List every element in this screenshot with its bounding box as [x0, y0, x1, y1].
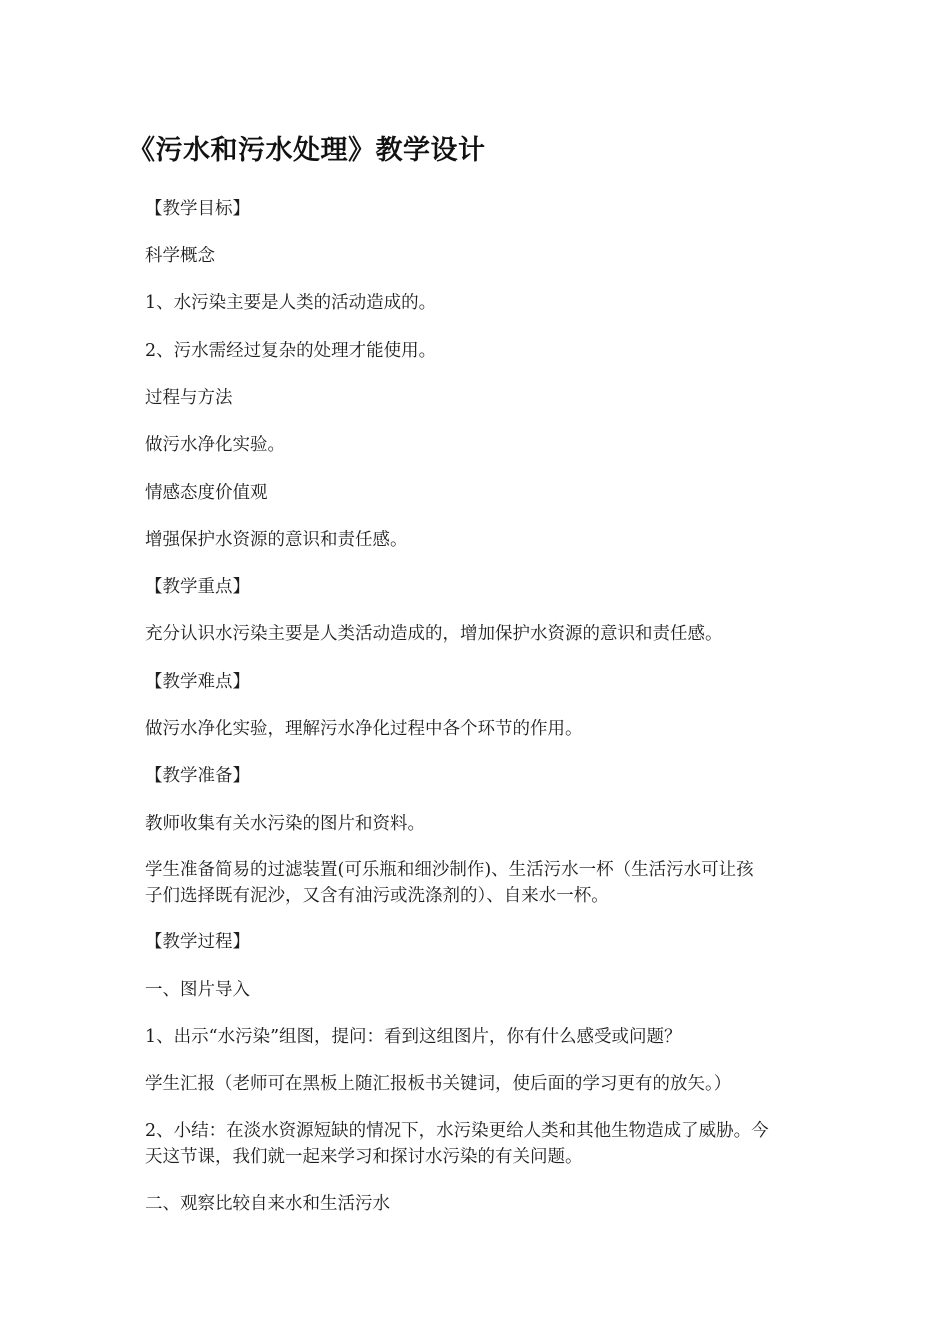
subheading-picture-intro: 一、图片导入: [145, 980, 250, 1000]
paragraph-multiline: [145, 1118, 817, 1170]
paragraph: 增强保护水资源的意识和责任感。: [145, 530, 408, 550]
subheading-process-methods: 过程与方法: [145, 388, 233, 408]
subheading-compare-water: 二、观察比较自来水和生活污水: [145, 1194, 390, 1214]
paragraph: 2、污水需经过复杂的处理才能使用。: [145, 341, 437, 361]
document-title: 《污水和污水处理》教学设计: [128, 135, 486, 166]
paragraph: 1、出示“水污染”组图，提问：看到这组图片，你有什么感受或问题？: [145, 1027, 682, 1047]
paragraph: 学生汇报（老师可在黑板上随汇报板书关键词，使后面的学习更有的放矢。）: [145, 1074, 732, 1094]
section-heading-difficulties: 【教学难点】: [145, 672, 250, 692]
paragraph: 1、水污染主要是人类的活动造成的。: [145, 293, 437, 313]
paragraph-line: 学生准备简易的过滤装置(可乐瓶和细沙制作)、生活污水一杯（生活污水可让孩: [145, 860, 754, 880]
paragraph: 做污水净化实验，理解污水净化过程中各个环节的作用。: [145, 719, 583, 739]
section-heading-process: 【教学过程】: [145, 932, 250, 952]
paragraph-multiline: [145, 857, 817, 909]
section-heading-key-points: 【教学重点】: [145, 577, 250, 597]
section-heading-preparation: 【教学准备】: [145, 766, 250, 786]
subheading-science-concepts: 科学概念: [145, 246, 215, 266]
paragraph-line: 2、小结：在淡水资源短缺的情况下，水污染更给人类和其他生物造成了威胁。今: [145, 1121, 769, 1141]
subheading-attitudes-values: 情感态度价值观: [145, 483, 268, 503]
paragraph-line: 子们选择既有泥沙，又含有油污或洗涤剂的）、自来水一杯。: [145, 886, 609, 906]
paragraph-line: 天这节课，我们就一起来学习和探讨水污染的有关问题。: [145, 1147, 583, 1167]
section-heading-objectives: 【教学目标】: [145, 199, 250, 219]
paragraph: 充分认识水污染主要是人类活动造成的，增加保护水资源的意识和责任感。: [145, 624, 723, 644]
paragraph: 做污水净化实验。: [145, 435, 285, 455]
paragraph: 教师收集有关水污染的图片和资料。: [145, 814, 425, 834]
